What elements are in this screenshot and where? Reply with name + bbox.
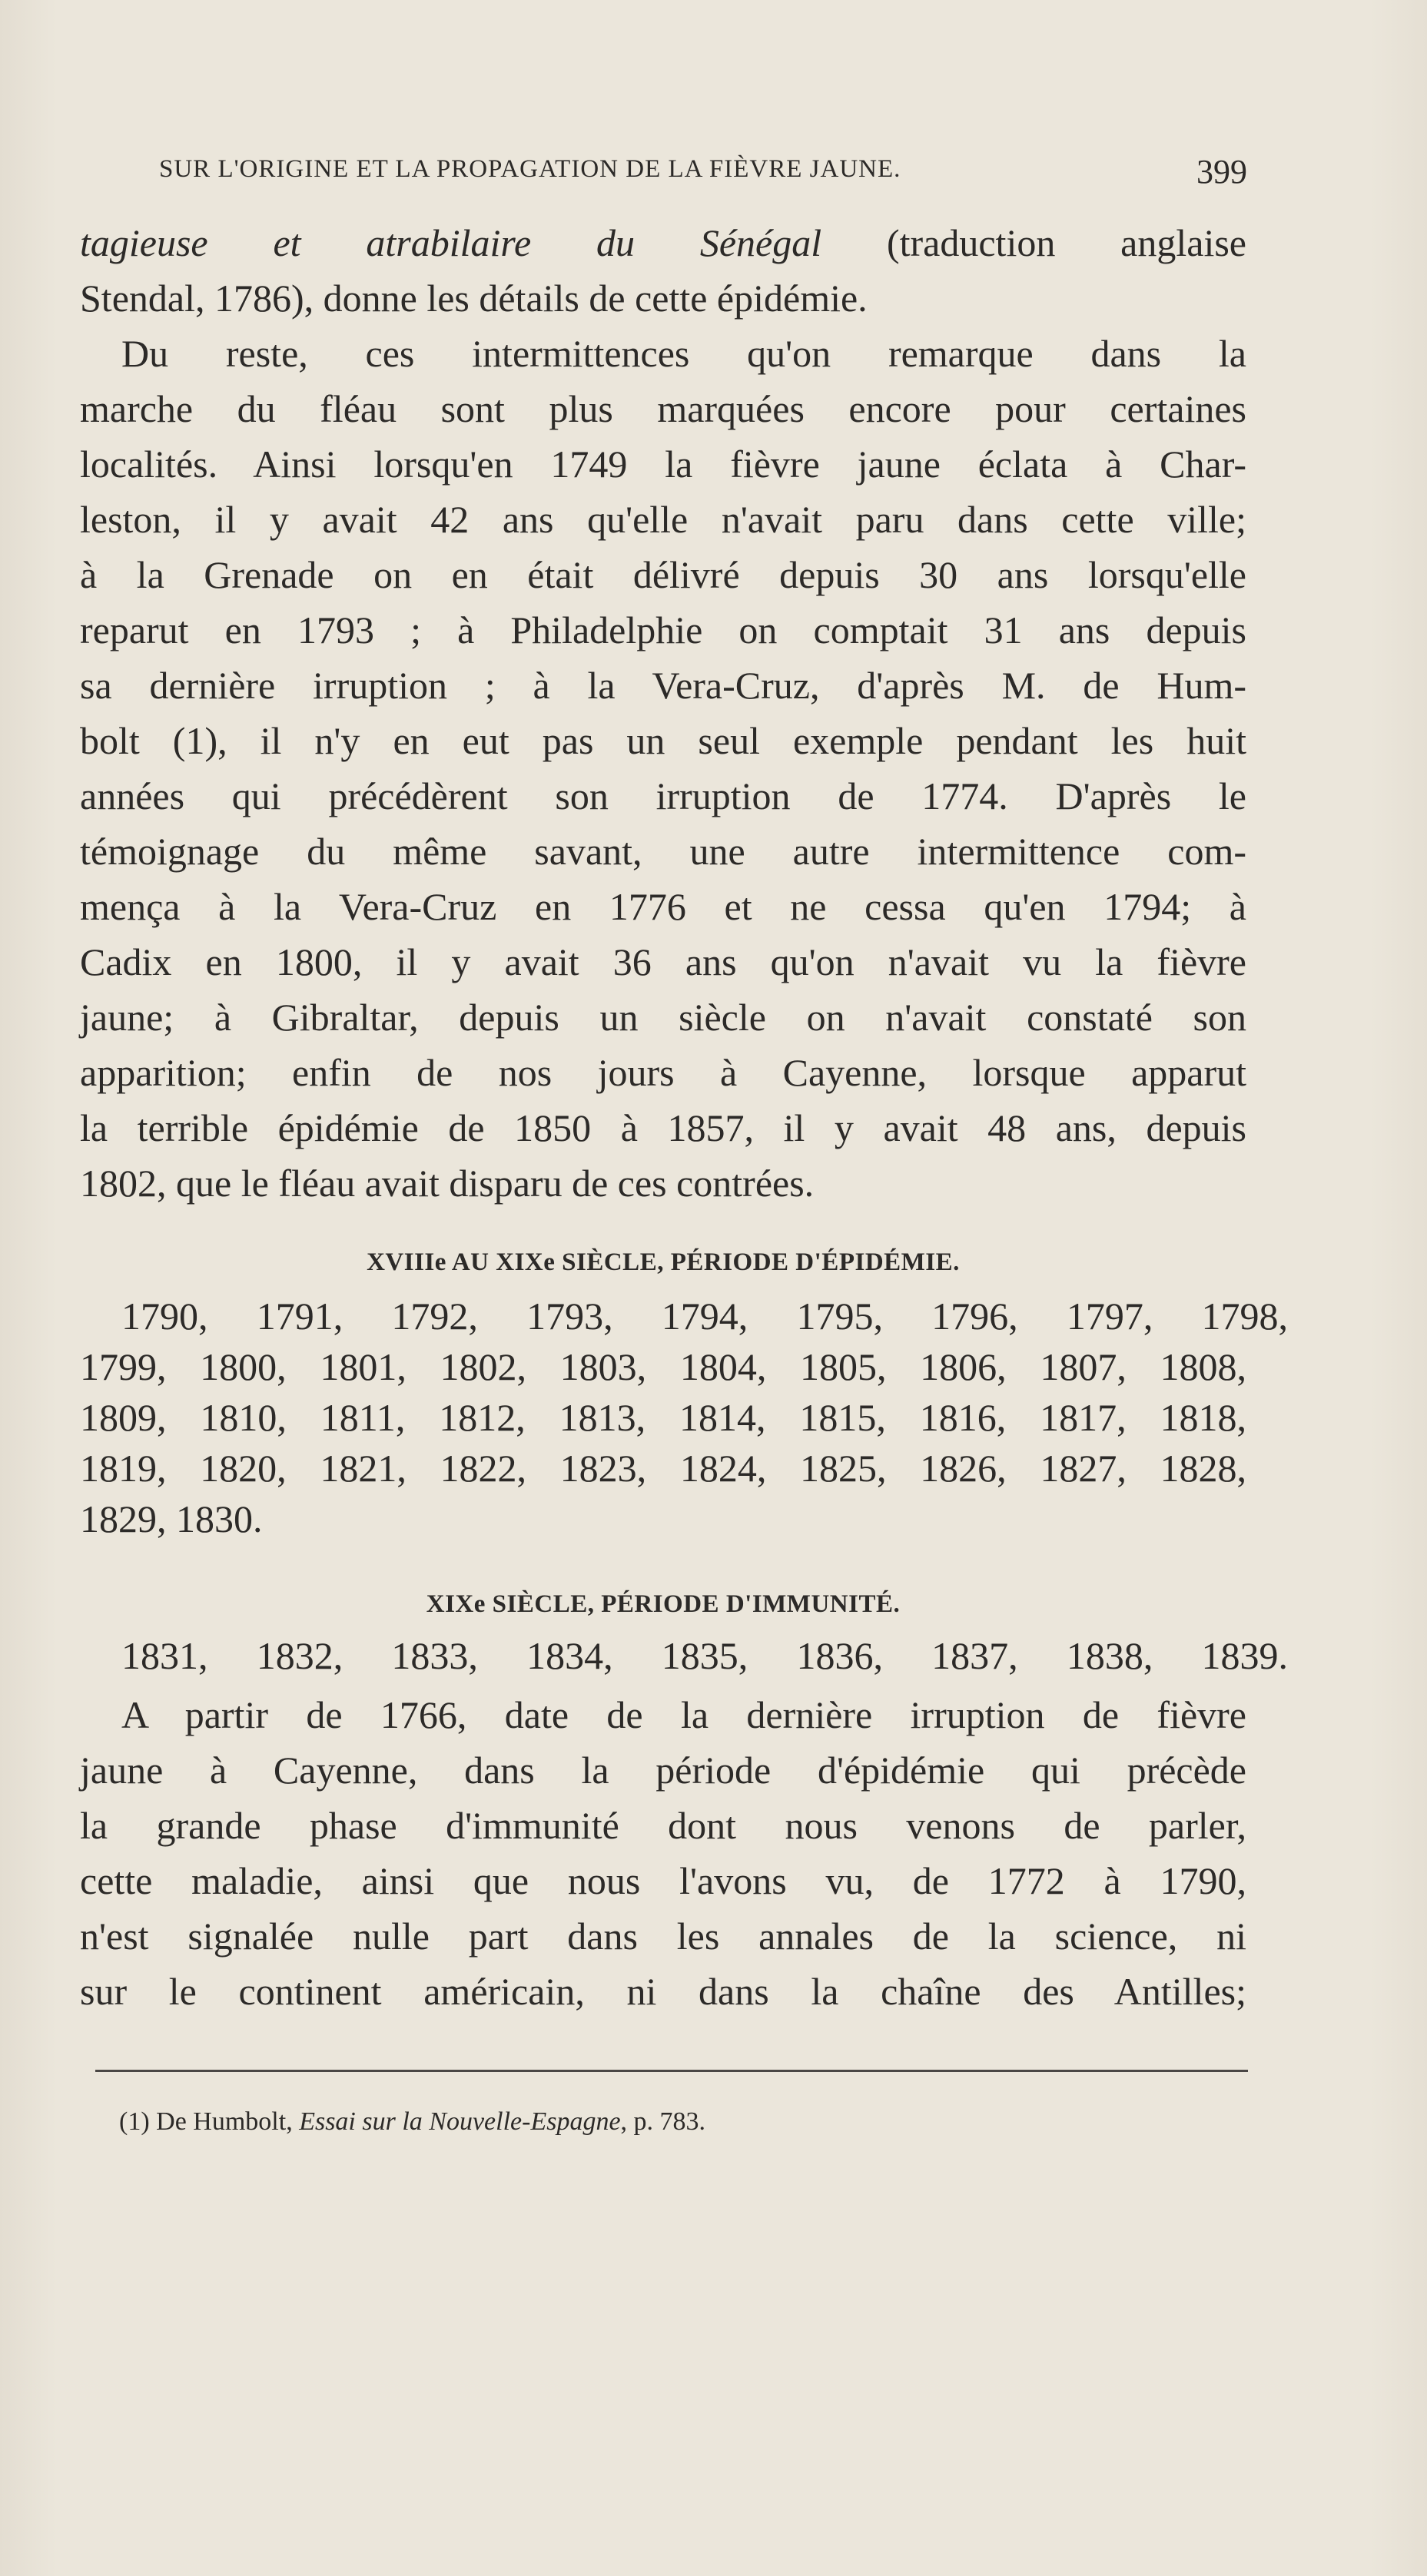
- paragraph-line: à la Grenade on en était délivré depuis 30 ans lorsqu'elle: [80, 553, 1246, 596]
- year-list-line: 1829, 1830.: [80, 1497, 263, 1540]
- footnote: [119, 2107, 705, 2137]
- page-header: [159, 155, 1247, 194]
- paragraph-line: témoignage du même savant, une autre intermittence com-: [80, 830, 1246, 873]
- paragraph-line: localités. Ainsi lorsqu'en 1749 la fièvre jaune éclata à Char-: [80, 443, 1246, 486]
- paragraph-line: jaune à Cayenne, dans la période d'épidémie qui précède: [80, 1749, 1246, 1792]
- paragraph-line: cette maladie, ainsi que nous l'avons vu, de 1772 à 1790,: [80, 1859, 1246, 1902]
- paragraph-line: 1802, que le fléau avait disparu de ces contrées.: [80, 1162, 815, 1205]
- paragraph-line: leston, il y avait 42 ans qu'elle n'avait paru dans cette ville;: [80, 498, 1246, 541]
- paragraph-line: jaune; à Gibraltar, depuis un siècle on n'avait constaté son: [80, 996, 1246, 1039]
- section-title-epidemic: XVIIIe AU XIXe SIÈCLE, PÉRIODE D'ÉPIDÉMIE.: [367, 1248, 960, 1276]
- year-list-line: 1809, 1810, 1811, 1812, 1813, 1814, 1815, 1816, 1817, 1818,: [80, 1396, 1246, 1439]
- paragraph-line: [80, 215, 1246, 270]
- paragraph-line: marche du fléau sont plus marquées encore pour certaines: [80, 387, 1246, 430]
- year-list-line: 1790, 1791, 1792, 1793, 1794, 1795, 1796, 1797, 1798,: [121, 1295, 1288, 1338]
- footnote-work-title: Essai sur la Nouvelle-Espagne: [299, 2107, 621, 2136]
- paragraph-line: sur le continent américain, ni dans la chaîne des Antilles;: [80, 1970, 1246, 2013]
- paragraph-line: Du reste, ces intermittences qu'on remarque dans la: [121, 332, 1246, 375]
- paragraph-line: apparition; enfin de nos jours à Cayenne, lorsque apparut: [80, 1051, 1246, 1094]
- paragraph-line: la terrible épidémie de 1850 à 1857, il y avait 48 ans, depuis: [80, 1106, 1246, 1149]
- paragraph-line: Cadix en 1800, il y avait 36 ans qu'on n'avait vu la fièvre: [80, 940, 1246, 983]
- year-list-line: 1819, 1820, 1821, 1822, 1823, 1824, 1825, 1826, 1827, 1828,: [80, 1447, 1246, 1490]
- footnote-author: De Humbolt,: [149, 2107, 300, 2136]
- paragraph-line: la grande phase d'immunité dont nous venons de parler,: [80, 1804, 1246, 1847]
- footnote-page-ref: , p. 783.: [620, 2107, 706, 2136]
- paragraph-line: n'est signalée nulle part dans les annales de la science, ni: [80, 1915, 1246, 1958]
- paragraph-line: reparut en 1793 ; à Philadelphie on comptait 31 ans depuis: [80, 608, 1246, 651]
- year-list-line: 1799, 1800, 1801, 1802, 1803, 1804, 1805, 1806, 1807, 1808,: [80, 1345, 1246, 1388]
- footnote-rule: [95, 2070, 1248, 2072]
- year-list-line: 1831, 1832, 1833, 1834, 1835, 1836, 1837, 1838, 1839.: [121, 1634, 1288, 1677]
- section-title-immunity: XIXe SIÈCLE, PÉRIODE D'IMMUNITÉ.: [426, 1590, 901, 1618]
- line-text: (traduction anglaise: [821, 221, 1246, 264]
- footnote-marker: (1): [119, 2107, 150, 2136]
- paragraph-line: Stendal, 1786), donne les détails de cette épidémie.: [80, 277, 868, 320]
- paragraph-line: A partir de 1766, date de la dernière irruption de fièvre: [121, 1693, 1246, 1736]
- paragraph-line: années qui précédèrent son irruption de 1774. D'après le: [80, 774, 1246, 817]
- paragraph-line: bolt (1), il n'y en eut pas un seul exemple pendant les huit: [80, 719, 1246, 762]
- paragraph-line: mença à la Vera-Cruz en 1776 et ne cessa qu'en 1794; à: [80, 885, 1246, 928]
- page-number: 399: [1196, 153, 1247, 191]
- paragraph-line: sa dernière irruption ; à la Vera-Cruz, d'après M. de Hum-: [80, 664, 1246, 707]
- running-head: SUR L'ORIGINE ET LA PROPAGATION DE LA FIÈVRE JAUNE.: [159, 155, 901, 183]
- italic-title: tagieuse et atrabilaire du Sénégal: [80, 221, 822, 264]
